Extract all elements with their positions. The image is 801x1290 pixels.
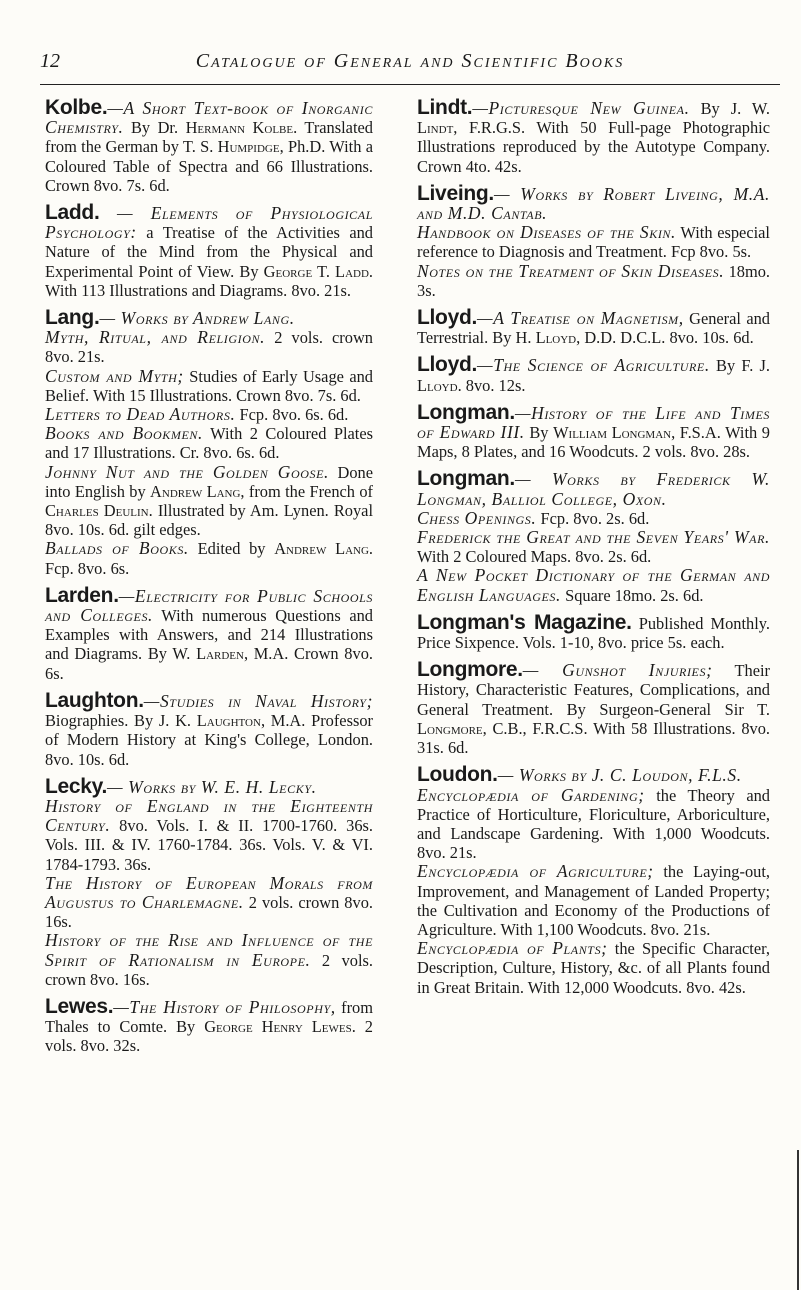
entry-text: General and Terrestrial. By H. [417,309,770,348]
catalogue-entry-lloyd [417,355,770,394]
catalogue-entry-longman [417,469,770,604]
entry-text: Biographies. By J. K. [45,711,197,731]
book-title: —History of the Life and Times of Edward III. [417,402,770,443]
page-header [40,44,780,85]
book-title: —A Short Text-book of Inorganic Chemistry. [45,98,373,138]
book-title: Frederick the Great and the Seven Years' War. [417,527,770,548]
entry-text: , F.R.G.S. With 50 Full-page Photographic Illustrations reproduced by the Autotype Company. Crown 4to. 42s. [417,118,770,176]
entry-text: 2 vols. crown 8vo. 16s. [45,892,373,932]
book-title: The History of European Morals from Augustus to Charlemagne. [45,872,373,912]
entry-text: the Laying-out, Improvement, and Management of Landed Property; the Cultivation and Economy of the Productions of Agriculture. With 1,100 Woodcuts. 8vo. 21s. [417,862,770,939]
entry-text: With 113 Illustrations and Diagrams. 8vo. 21s. [45,280,352,300]
book-title: — Works by J. C. Loudon, F.L.S. [497,765,742,786]
person-name: Larden [196,644,244,664]
person-name: Andrew Lang [150,481,241,501]
person-name: Laughton [196,711,261,731]
catalogue-entry-ladd [45,203,373,300]
book-title: Encyclopædia of Plants; [417,938,608,959]
book-title: — Elements of Physiological Psychology: [45,203,373,243]
book-title: Encyclopædia of Agriculture; [417,861,654,882]
person-name: William Longman [553,423,672,443]
entry-text: the Theory and Practice of Horticulture, Floriculture, Arboriculture, and Landscape Gardening. With 1,000 Woodcuts. 8vo. 21s. [417,785,770,863]
book-title: —Picturesque New Guinea. [472,98,690,118]
person-name: Lloyd [535,328,577,348]
catalogue-entry-longmore [417,660,770,757]
author-name: Liveing. [417,181,494,205]
entry-text: 18mo. 3s. [417,261,771,300]
entry-text: By F. J. [709,356,770,376]
entry-text: By [524,423,554,443]
page-edge-mark [797,1150,799,1290]
page-number: 12 [40,50,60,72]
person-name: Humpidge [217,137,280,157]
right-column [417,98,770,1005]
book-title: —The Science of Agriculture. [477,355,710,376]
book-title: Johnny Nut and the Golden Goose. [45,461,330,482]
entry-text: Edited by [188,539,275,559]
entry-text: Illustrated by Am. Lynen. Royal 8vo. 10s. 6d. gilt edges. [45,501,373,540]
person-name: Lloyd. [417,375,462,395]
catalogue-entry-lloyd [417,308,770,347]
book-title: — Works by W. E. H. Lecky. [107,776,317,797]
book-title: Custom and Myth; [45,365,184,386]
person-name: Hermann Kolbe. [185,118,298,138]
author-name: Lewes. [45,994,114,1018]
book-title: —Studies in Naval History; [143,690,373,711]
author-name: Longman's Magazine. [417,610,632,634]
catalogue-entry-longman [417,400,770,462]
book-title: History of the Rise and Influence of the Spirit of Rationalism in Europe. [45,930,373,970]
author-name: Lloyd. [417,306,478,330]
entry-text: Fcp. 8vo. 2s. 6d. [536,508,650,528]
entry-text: Published Monthly. Price Sixpence. Vols. 1-10, 8vo. price 5s. each. [417,613,770,653]
entry-text: 8vo. Vols. I. & II. 1700-1760. 36s. Vols. III. & IV. 1760-1784. 36s. Vols. V. & VI. 1784-1793. 36s. [45,816,373,874]
entry-text: , M.A. Professor of Modern History at King's College, London. 8vo. 10s. 6d. [45,711,373,769]
book-title: —Electricity for Public Schools and Colleges. [45,585,373,626]
book-title: Myth, Ritual, and Religion. [45,327,266,348]
entry-text: , C.B., F.R.C.S. With 58 Illustrations. 8vo. 31s. 6d. [417,718,770,758]
entry-text: 2 vols. crown 8vo. 16s. [45,950,373,989]
running-title: Catalogue of General and Scientific Books [195,50,625,72]
book-title: Letters to Dead Authors. [45,404,236,425]
catalogue-entry-lang [45,308,373,578]
entry-text: from Thales to Comte. By [45,997,373,1037]
entry-text: Translated from the German by T. S. [45,118,373,157]
author-name: Ladd. [45,201,100,225]
entry-text: With numerous Questions and Examples with Answers, and 214 Illustrations and Diagrams. By W. [45,606,373,664]
author-name: Longmore. [417,658,523,682]
person-name: Andrew Lang. [274,539,374,559]
entry-text: 2 vols. 8vo. 32s. [45,1017,373,1056]
author-name: Laughton. [45,688,144,712]
entry-text: , F.S.A. With 9 Maps, 8 Plates, and 16 Woodcuts. 2 vols. 8vo. 28s. [417,423,770,462]
book-title: — Works by Andrew Lang. [99,308,295,329]
entry-text: , D.D. D.C.L. 8vo. 10s. 6d. [576,328,754,348]
person-name: Lindt [417,118,454,138]
author-name: Kolbe. [45,96,108,119]
book-title: Notes on the Treatment of Skin Diseases. [417,260,725,281]
catalogue-entry-longman-s-magazine [417,610,770,653]
book-title: Encyclopædia of Gardening; [417,784,645,805]
entry-text: Fcp. 8vo. 6s. [45,558,130,578]
book-title: — Gunshot Injuries; [522,660,713,681]
entry-text: By Dr. [123,118,186,138]
catalogue-entry-liveing [417,181,771,300]
catalogue-entry-lecky [45,774,373,989]
entry-text: Studies of Early Usage and Belief. With 15 Illustrations. Crown 8vo. 7s. 6d. [45,366,374,405]
entry-text: , Ph.D. With a Coloured Table of Spectra and 66 Illustrations. Crown 8vo. 7s. 6d. [45,137,373,195]
entry-text: , from the French of [240,481,373,501]
entry-text: a Treatise of the Activities and Nature of the Mind from the Physical and Experimental Point of View. By [45,223,373,281]
entry-text: 8vo. 12s. [461,375,526,395]
author-name: Larden. [45,583,119,607]
author-name: Longman. [417,400,515,424]
entry-text: With especial reference to Diagnosis and Treatment. Fcp 8vo. 5s. [417,223,770,262]
book-title: — Works by Frederick W. Longman, Balliol College, Oxon. [417,469,770,509]
author-name: Lang. [45,306,100,330]
book-title: Handbook on Diseases of the Skin. [417,222,677,243]
author-name: Lloyd. [417,353,478,377]
author-name: Lindt. [417,96,473,119]
author-name: Lecky. [45,774,108,798]
catalogue-entry-larden [45,583,373,683]
book-title: — Works by Robert Liveing, M.A. and M.D. Cantab. [417,183,770,224]
catalogue-entry-lewes [45,994,373,1056]
catalogue-entry-loudon [417,765,770,996]
book-title: Ballads of Books. [45,538,189,559]
person-name: Longmore [417,718,483,738]
person-name: George Henry Lewes. [204,1017,356,1037]
entry-text: Their History, Characteristic Features, Complications, and General Treatment. By Surgeon-General Sir T. [417,661,770,719]
entry-text: With 2 Coloured Plates and 17 Illustrations. Cr. 8vo. 6s. 6d. [45,424,373,463]
entry-text: By J. W. [689,99,770,118]
entry-text: Done into English by [45,462,373,501]
book-title: Chess Openings. [417,507,537,528]
person-name: Charles Deulin. [45,501,153,521]
author-name: Loudon. [417,763,498,787]
book-title: —The History of Philosophy, [113,996,336,1017]
entry-text: , M.A. Crown 8vo. 6s. [45,644,373,683]
entry-text: the Specific Character, Description, Culture, History, &c. of all Plants found in Great Britain. With 12,000 Woodcuts. 8vo. 42s. [417,939,770,997]
author-name: Longman. [417,467,515,491]
book-title: Books and Bookmen. [45,423,204,444]
entry-text: Fcp. 8vo. 6s. 6d. [235,405,349,425]
left-column [45,98,373,1064]
entry-text: With 2 Coloured Maps. 8vo. 2s. 6d. [417,547,652,567]
person-name: George T. Ladd. [263,261,373,281]
book-title: History of England in the Eighteenth Century. [45,795,373,836]
entry-text: Square 18mo. 2s. 6d. [560,585,704,605]
catalogue-entry-lindt [417,98,770,176]
book-title: A New Pocket Dictionary of the German and English Languages. [417,565,770,605]
catalogue-entry-laughton [45,688,373,769]
entry-text: 2 vols. crown 8vo. 21s. [45,328,373,367]
catalogue-entry-kolbe [45,98,373,195]
book-title: —A Treatise on Magnetism, [477,308,684,329]
